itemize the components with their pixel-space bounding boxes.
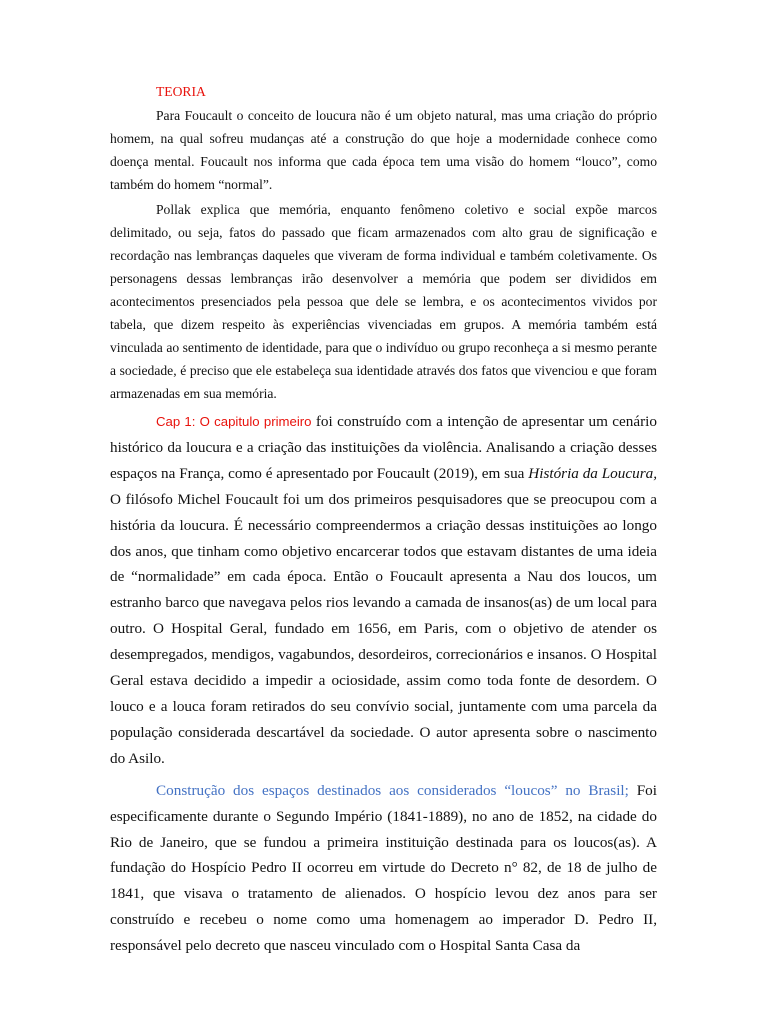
chapter-one-label: Cap 1: O capitulo primeiro [156,414,312,429]
paragraph-chapter-one [110,409,657,772]
paragraph-foucault: Para Foucault o conceito de loucura não é um objeto natural, mas uma criação do próprio homem, na qual sofreu mudanças até a construção do que hoje a modernidade conhece como doença mental. Foucault nos informa que cada época tem uma visão do homem “louco”, como também do homem “normal”. [110,108,657,192]
document-page [110,80,657,959]
brasil-section-label: Construção dos espaços destinados aos considerados “loucos” no Brasil; [156,781,629,799]
chapter-one-text-b: O filósofo Michel Foucault foi um dos primeiros pesquisadores que se preocupou com a história da loucura. É necessário compreendermos a criação dessas instituições ao longo dos anos, que tinham como objetivo encarcerar todos que estavam distantes de uma ideia de “normalidade” em cada época. Então o Foucault apresenta a Nau dos loucos, um estranho barco que navegava pelos rios levando a camada de insanos(as) de um local para outro. O Hospital Geral, fundado em 1656, em Paris, com o objetivo de atender os desempregados, mendigos, vagabundos, desordeiros, correcionários e insanos. O Hospital Geral estava decidido a impedir a ociosidade, assim como toda fonte de desordem. O louco e a louca foram retirados do seu convívio social, juntamente com uma parcela da população considerada descartável da sociedade. O autor apresenta sobre o nascimento do Asilo. [110,490,657,767]
paragraph-brasil [110,778,657,959]
brasil-section-text: Foi especificamente durante o Segundo Império (1841-1889), no ano de 1852, na cidade do Rio de Janeiro, que se fundou a primeira instituição destinada para os loucos(as). A fundação do Hospício Pedro II ocorreu em virtude do Decreto n° 82, de 18 de julho de 1841, que visava o tratamento de alienados. O hospício levou dez anos para ser construído e recebeu o nome como uma homenagem ao imperador D. Pedro II, responsável pelo decreto que nasceu vinculado com o Hospital Santa Casa da [110,781,657,955]
section-heading: TEORIA [156,84,206,99]
chapter-one-text-a: foi construído com a intenção de apresentar um cenário histórico da loucura e a criação das instituições da violência. Analisando a criação desses espaços na França, como é apresentado por Foucault (2019), em sua [110,413,657,482]
paragraph-pollak: Pollak explica que memória, enquanto fenômeno coletivo e social expõe marcos delimitado, ou seja, fatos do passado que ficam armazenados com alto grau de significação e recordação nas lembranças daqueles que viveram de forma individual e também coletivamente. Os personagens dessas lembranças irão desenvolver a memória que podem ser divididos em acontecimentos presenciados pela pessoa que dele se lembra, e os acontecimentos vividos por tabela, que dizem respeito às experiências vivenciadas em grupos. A memória também está vinculada ao sentimento de identidade, para que o indivíduo ou grupo reconheça a si mesmo perante a sociedade, é preciso que ele estabeleça sua identidade através dos fatos que vivenciou e que foram armazenadas em sua memória. [110,202,657,401]
book-title: História da Loucura, [528,464,657,482]
